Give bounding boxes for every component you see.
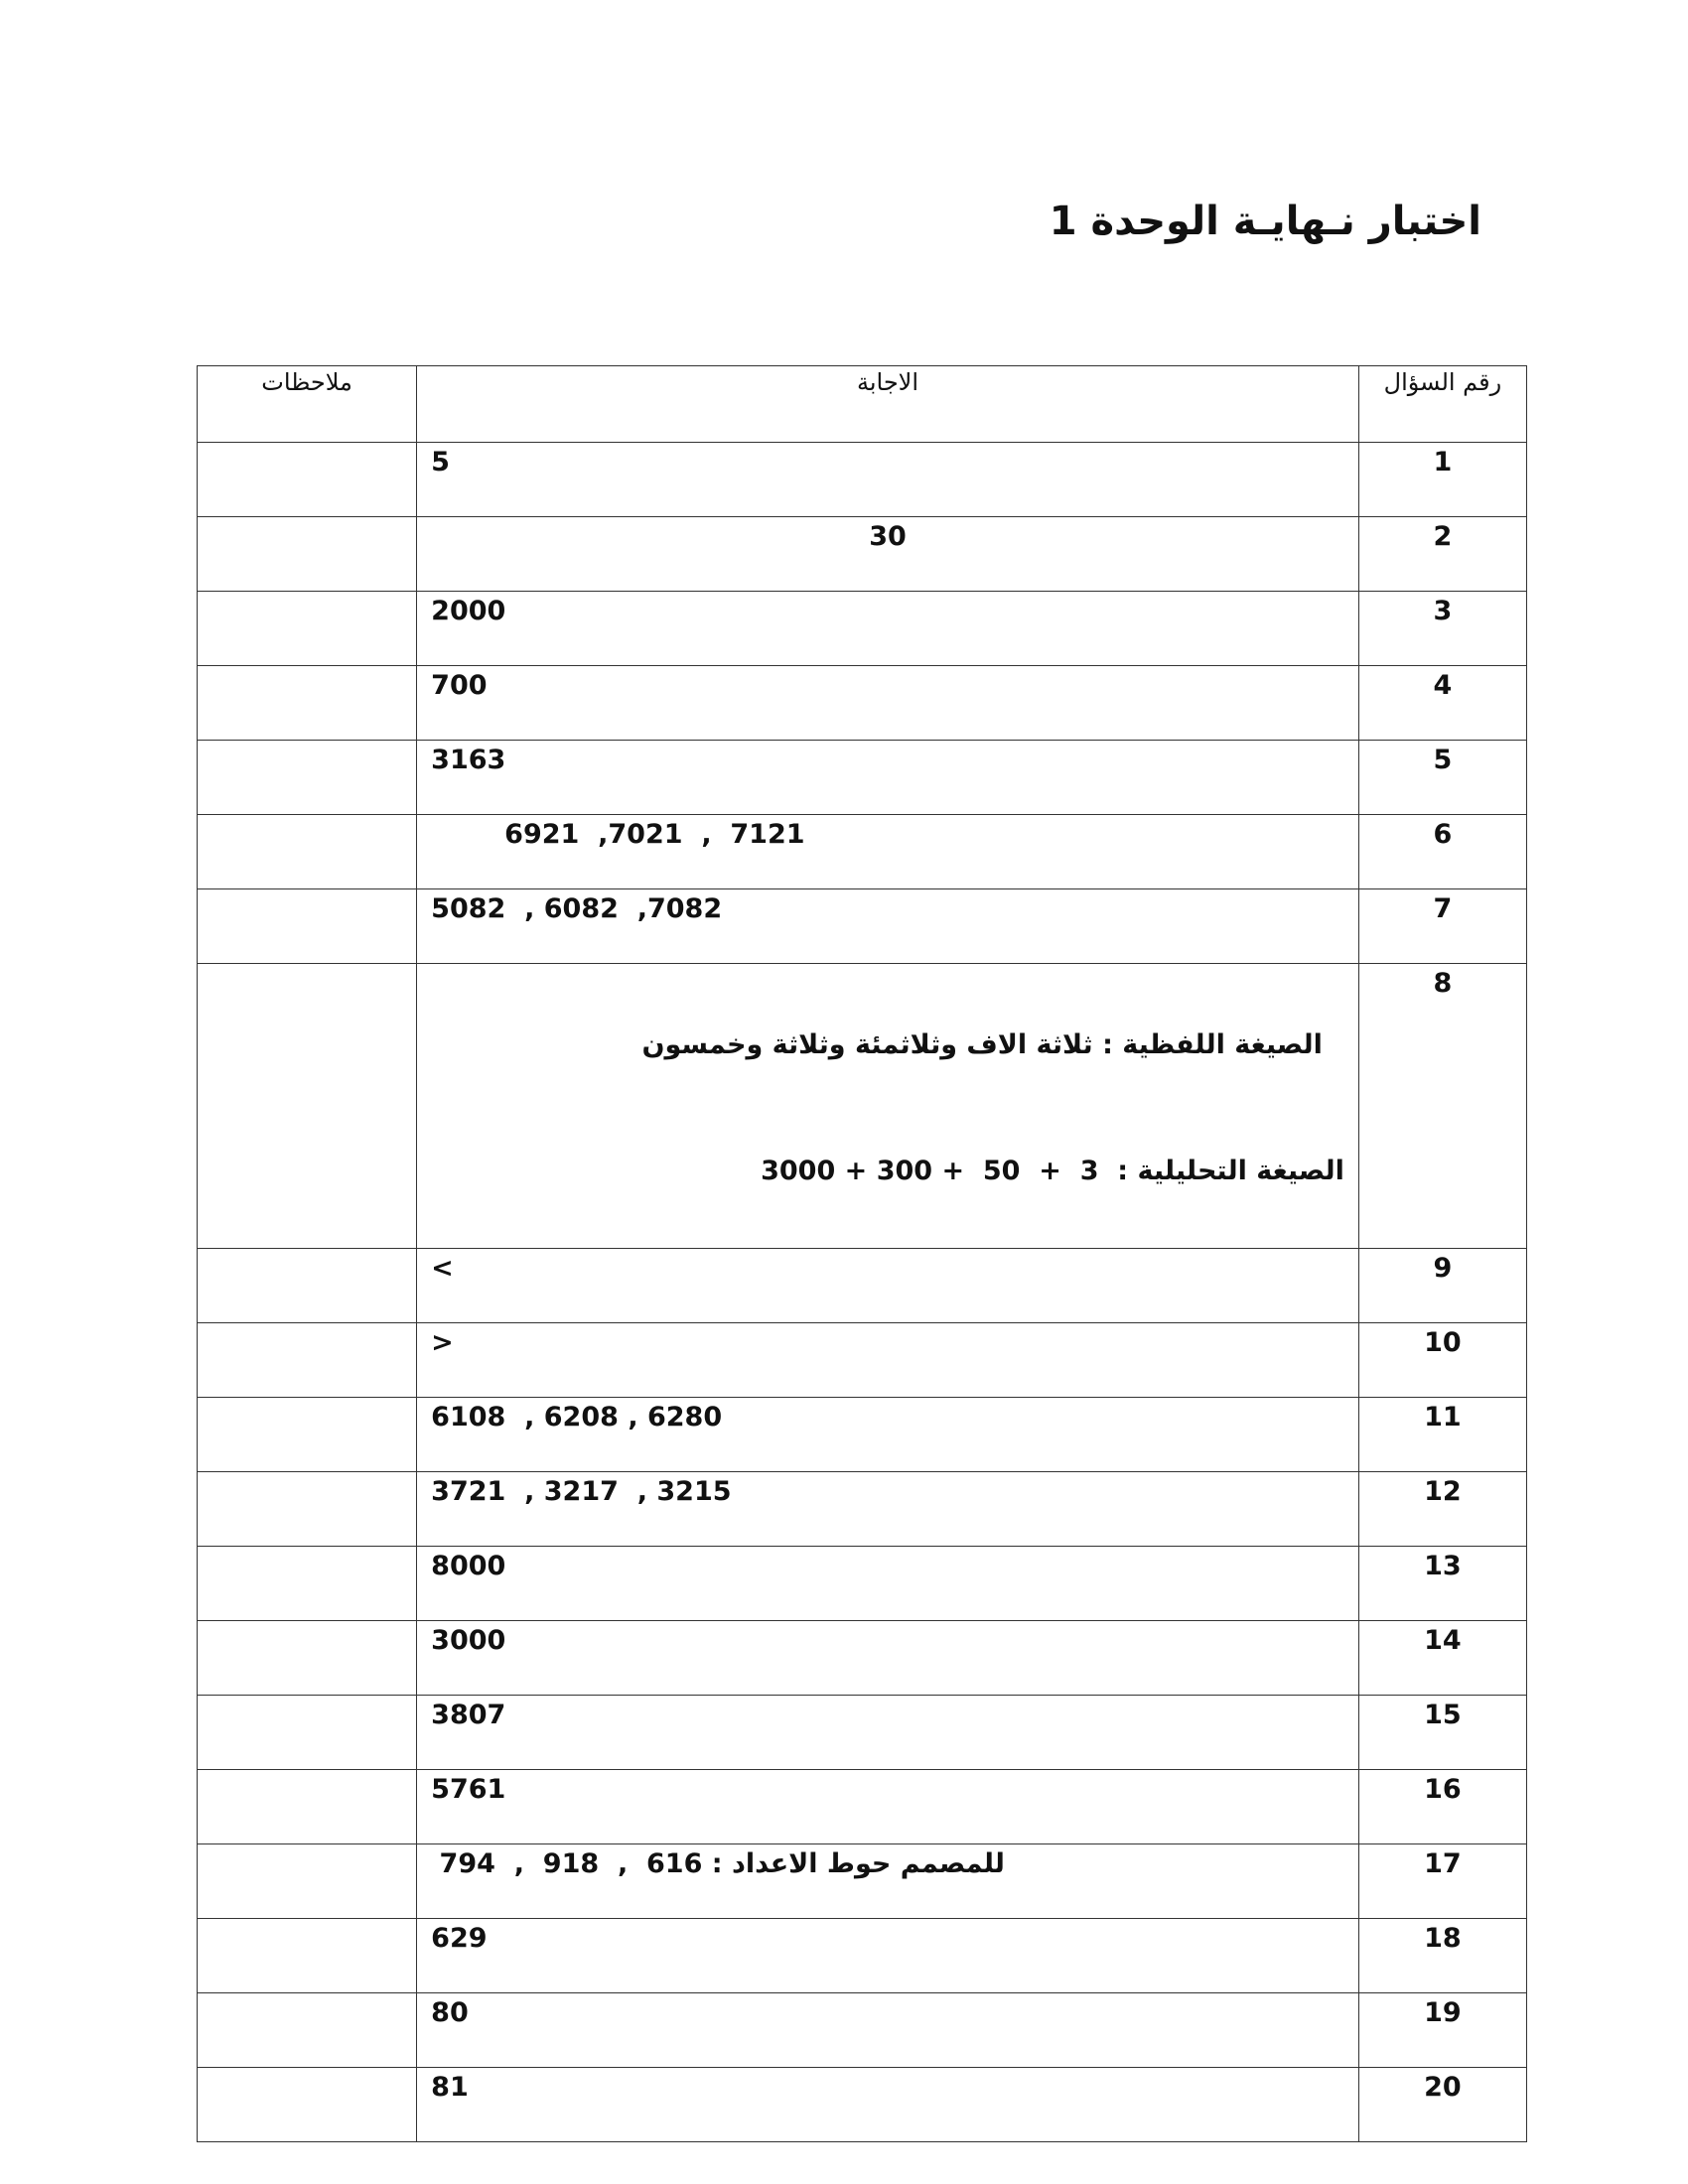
table-row xyxy=(198,964,1527,1249)
answer-cell: للمصمم حوط الاعداد : 616 , 918 , 794 xyxy=(417,1844,1359,1919)
notes-cell xyxy=(198,964,417,1249)
question-number-cell: 16 xyxy=(1358,1770,1526,1844)
answer-key-table xyxy=(197,365,1527,2142)
answer-cell: 3000 xyxy=(417,1621,1359,1696)
table-header-row xyxy=(198,366,1527,443)
notes-cell xyxy=(198,1621,417,1696)
notes-cell xyxy=(198,741,417,815)
answer-cell xyxy=(417,964,1359,1249)
notes-cell xyxy=(198,2068,417,2142)
answer-cell: 3163 xyxy=(417,741,1359,815)
table-row xyxy=(198,666,1527,741)
notes-cell xyxy=(198,443,417,517)
table-row xyxy=(198,1323,1527,1398)
table-row xyxy=(198,1919,1527,1993)
question-number-cell: 8 xyxy=(1358,964,1526,1249)
notes-cell xyxy=(198,1696,417,1770)
notes-cell xyxy=(198,1844,417,1919)
notes-cell xyxy=(198,889,417,964)
table-row xyxy=(198,815,1527,889)
question-number-cell: 7 xyxy=(1358,889,1526,964)
table-row xyxy=(198,1621,1527,1696)
question-number-cell: 15 xyxy=(1358,1696,1526,1770)
answer-cell: 8000 xyxy=(417,1547,1359,1621)
table-row xyxy=(198,1472,1527,1547)
table-row xyxy=(198,889,1527,964)
notes-cell xyxy=(198,1472,417,1547)
table-row xyxy=(198,1249,1527,1323)
table-row xyxy=(198,517,1527,592)
answer-cell: 3807 xyxy=(417,1696,1359,1770)
question-number-cell: 5 xyxy=(1358,741,1526,815)
question-number-cell: 3 xyxy=(1358,592,1526,666)
question-number-cell: 13 xyxy=(1358,1547,1526,1621)
table-row xyxy=(198,1696,1527,1770)
answer-cell: 2000 xyxy=(417,592,1359,666)
notes-cell xyxy=(198,1547,417,1621)
answer-cell: < xyxy=(417,1249,1359,1323)
answer-cell: 80 xyxy=(417,1993,1359,2068)
header-answer: الاجابة xyxy=(417,366,1359,443)
expanded-form-line: الصيغة التحليلية : 3 + 50 + 300 + 3000 xyxy=(761,1156,1344,1186)
answer-cell: 629 xyxy=(417,1919,1359,1993)
header-question-number: رقم السؤال xyxy=(1358,366,1526,443)
question-number-cell: 12 xyxy=(1358,1472,1526,1547)
table-row xyxy=(198,1993,1527,2068)
question-number-cell: 19 xyxy=(1358,1993,1526,2068)
answer-cell: 700 xyxy=(417,666,1359,741)
header-notes: ملاحظات xyxy=(198,366,417,443)
notes-cell xyxy=(198,1919,417,1993)
table-row xyxy=(198,741,1527,815)
notes-cell xyxy=(198,1323,417,1398)
notes-cell xyxy=(198,517,417,592)
table-row xyxy=(198,443,1527,517)
table-row xyxy=(198,592,1527,666)
question-number-cell: 4 xyxy=(1358,666,1526,741)
table-row xyxy=(198,1844,1527,1919)
notes-cell xyxy=(198,666,417,741)
answer-cell: 5 xyxy=(417,443,1359,517)
question-number-cell: 14 xyxy=(1358,1621,1526,1696)
question-number-cell: 6 xyxy=(1358,815,1526,889)
question-number-cell: 18 xyxy=(1358,1919,1526,1993)
question-number-cell: 10 xyxy=(1358,1323,1526,1398)
question-number-cell: 1 xyxy=(1358,443,1526,517)
notes-cell xyxy=(198,1770,417,1844)
table-row xyxy=(198,1547,1527,1621)
notes-cell xyxy=(198,1249,417,1323)
answer-cell: 5761 xyxy=(417,1770,1359,1844)
verbal-form-line: الصيغة اللفظية : ثلاثة الاف وثلاثمئة وثلاثة وخمسون xyxy=(641,1029,1323,1060)
question-number-cell: 17 xyxy=(1358,1844,1526,1919)
answer-cell: 81 xyxy=(417,2068,1359,2142)
answer-cell: 5082 , 6082 ,7082 xyxy=(417,889,1359,964)
notes-cell xyxy=(198,1993,417,2068)
answer-cell: > xyxy=(417,1323,1359,1398)
table-row xyxy=(198,2068,1527,2142)
answer-cell: 30 xyxy=(417,517,1359,592)
answer-cell: 3721 , 3217 , 3215 xyxy=(417,1472,1359,1547)
table-row xyxy=(198,1398,1527,1472)
question-number-cell: 9 xyxy=(1358,1249,1526,1323)
question-number-cell: 2 xyxy=(1358,517,1526,592)
question-number-cell: 20 xyxy=(1358,2068,1526,2142)
notes-cell xyxy=(198,592,417,666)
notes-cell xyxy=(198,1398,417,1472)
table-row xyxy=(198,1770,1527,1844)
answer-cell: 6921 ,7021 , 7121 xyxy=(417,815,1359,889)
page-title: اختبار نـهايـة الوحدة 1 xyxy=(1049,199,1481,244)
notes-cell xyxy=(198,815,417,889)
question-number-cell: 11 xyxy=(1358,1398,1526,1472)
answer-cell: 6108 , 6208 , 6280 xyxy=(417,1398,1359,1472)
